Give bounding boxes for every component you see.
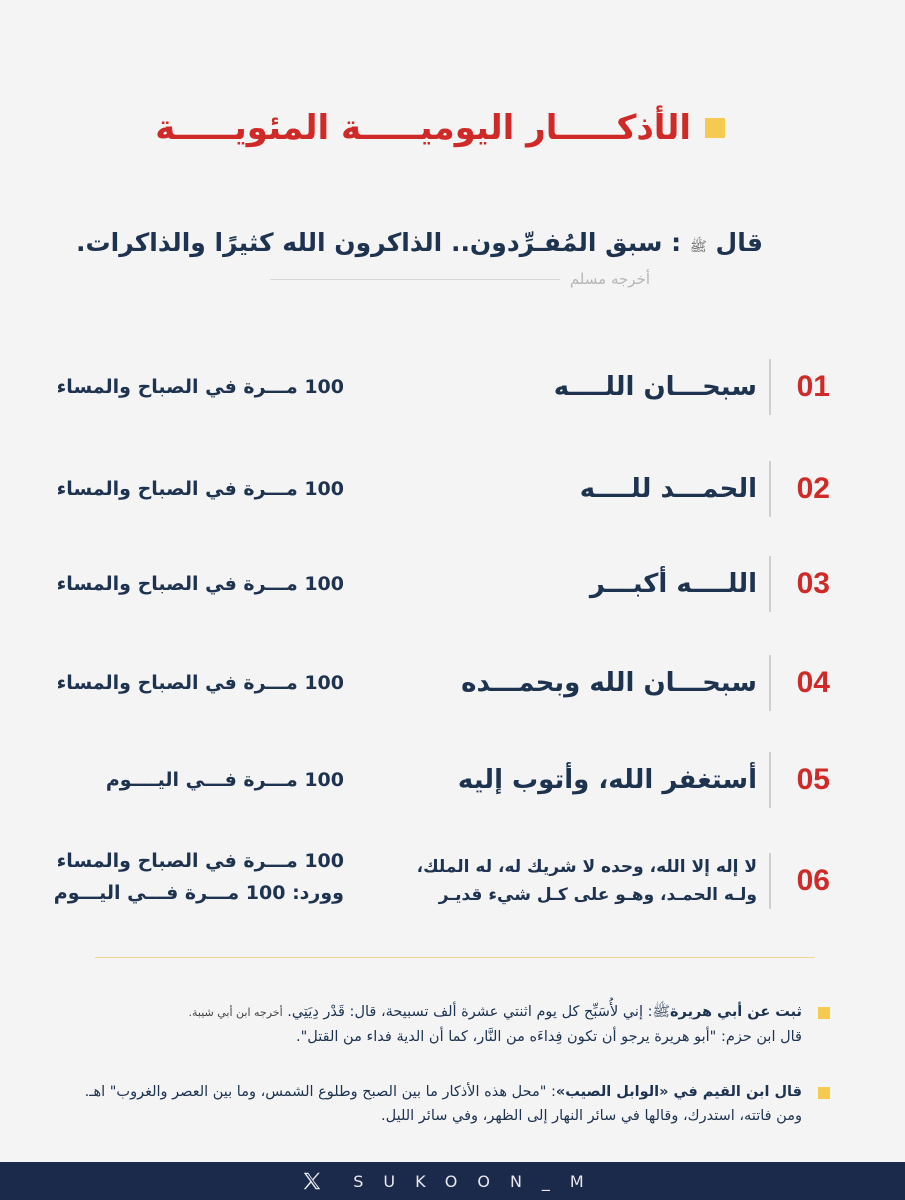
quote-prefix: قال (715, 228, 763, 257)
title-bullet-square (705, 118, 725, 138)
narrator-rule (270, 279, 560, 280)
dhikr-count: 100 مـــرة فـــي اليــــوم (105, 769, 344, 791)
note-abu-hurayrah (80, 1000, 830, 1049)
dhikr-count: 100 مـــرة في الصباح والمساء (56, 672, 344, 694)
note-body: : إني لأُسَبِّح كل يوم اثنتي عشرة ألف تسبيحة، قال: قَدْر دِيَتِي. (287, 1004, 653, 1020)
note-bullet-square (818, 1087, 830, 1099)
dhikr-count-line-2: وورد: 100 مـــرة فـــي اليـــوم (53, 882, 344, 904)
dhikr-count (53, 845, 344, 909)
dhikr-row-6 (0, 851, 905, 911)
dhikr-text: سبحـــان اللــــه (553, 372, 757, 402)
dhikr-count: 100 مـــرة في الصباح والمساء (56, 573, 344, 595)
note-bullet-square (818, 1007, 830, 1019)
dhikr-text-line-2: ولـه الحمـد، وهـو على كـل شيء قديـر (438, 885, 757, 905)
footer-bar (0, 1162, 905, 1200)
dhikr-text: الحمـــد للــــه (579, 474, 757, 504)
note-body-2: قال ابن حزم: "أبو هريرة يرجو أن تكون فِداءَه من النَّار، كما أن الدية فداء من القتل". (296, 1029, 802, 1045)
x-logo-icon[interactable] (301, 1170, 323, 1192)
salawat-mark: ﷺ (689, 239, 707, 255)
note-source: أخرجه ابن أبي شيبة. (188, 1006, 283, 1019)
dhikr-text: اللــــه أكبـــر (589, 569, 757, 599)
dhikr-row-4 (0, 653, 905, 713)
note-lead-mark: ﷺ (652, 1004, 670, 1020)
note-text (80, 1000, 830, 1049)
dhikr-row-3 (0, 554, 905, 614)
quote-text: : سبق المُفـرِّدون.. الذاكرون الله كثيرًا والذاكرات. (76, 228, 682, 257)
title-row (155, 108, 725, 148)
note-text (80, 1080, 830, 1128)
narrator-source: أخرجه مسلم (569, 270, 650, 288)
dhikr-text: سبحـــان الله وبحمـــده (461, 668, 757, 698)
dhikr-number: 01 (796, 370, 830, 403)
dhikr-text (417, 853, 771, 909)
narrator-line (270, 270, 650, 288)
social-handle[interactable]: SUKOON_M (353, 1171, 604, 1191)
dhikr-count-line-1: 100 مـــرة في الصباح والمساء (56, 850, 344, 872)
page-title: الأذكـــــار اليوميـــــة المئويـــــة (155, 108, 691, 148)
dhikr-number: 04 (796, 666, 830, 699)
dhikr-row-5 (0, 750, 905, 810)
note-lead: ثبت عن أبي هريرة (670, 1004, 802, 1020)
note-body: : "محل هذه الأذكار ما بين الصبح وطلوع الشمس، وما بين العصر والغروب" اهـ. ومن فاتته، استدرك، وقالها في سائر النهار إلى الظهر، وفي سائر الليل. (84, 1084, 802, 1124)
note-ibn-qayyim (80, 1080, 830, 1128)
dhikr-count: 100 مـــرة في الصباح والمساء (56, 376, 344, 398)
dhikr-row-2 (0, 459, 905, 519)
dhikr-number: 03 (796, 567, 830, 600)
dhikr-row-1 (0, 357, 905, 417)
note-lead: قال ابن القيم في «الوابل الصيب» (555, 1084, 802, 1100)
dhikr-text: أستغفر الله، وأتوب إليه (457, 765, 757, 795)
section-divider (95, 957, 815, 958)
dhikr-number: 05 (796, 763, 830, 796)
dhikr-number: 02 (796, 472, 830, 505)
dhikr-count: 100 مـــرة في الصباح والمساء (56, 478, 344, 500)
dhikr-number: 06 (796, 864, 830, 897)
dhikr-text-line-1: لا إله إلا الله، وحده لا شريك له، له الملك، (416, 857, 757, 877)
hadith-quote (76, 228, 763, 258)
